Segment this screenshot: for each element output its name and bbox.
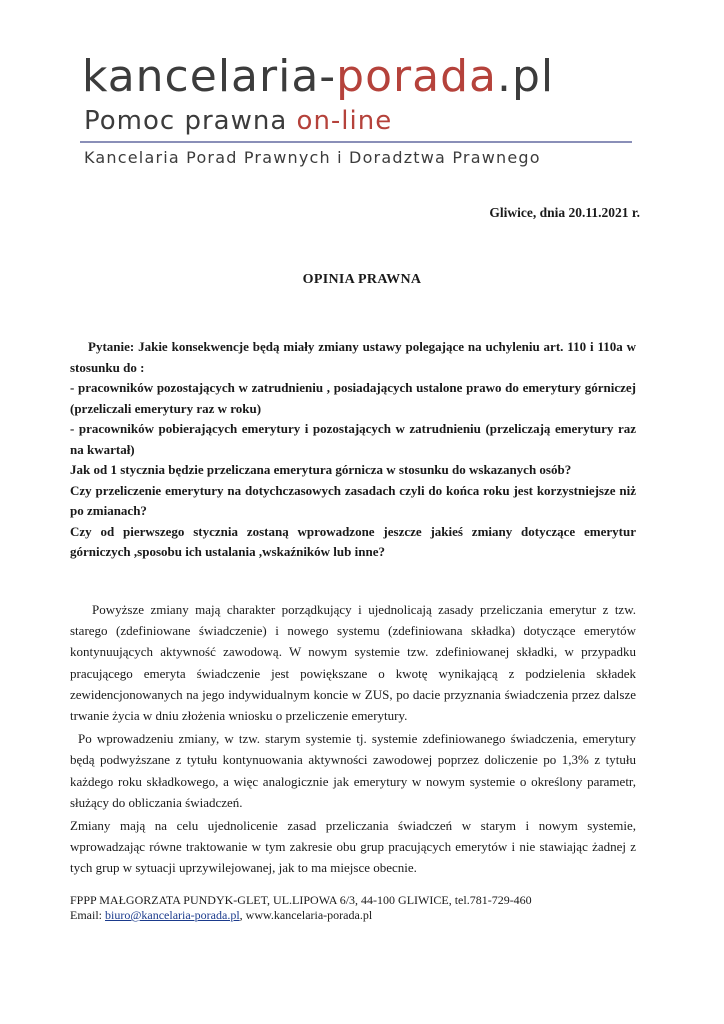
- letterhead-divider: [80, 141, 632, 143]
- footer-contact: [70, 908, 650, 923]
- document-title: OPINIA PRAWNA: [302, 272, 422, 287]
- document-date: Gliwice, dnia 20.11.2021 r.: [489, 205, 640, 220]
- footer-email-label: Email:: [70, 908, 105, 922]
- question-paragraph: Jak od 1 stycznia będzie przeliczana emerytura górnicza w stosunku do wskazanych osób?: [70, 462, 572, 477]
- question-paragraph: Czy od pierwszego stycznia zostaną wprowadzone jeszcze jakieś zmiany dotyczące emerytur górniczych ,sposobu ich ustalania ,wskaźników lub inne?: [70, 523, 636, 559]
- tagline-part1: Pomoc prawna: [84, 106, 297, 136]
- body-paragraph: Zmiany mają na celu ujednolicenie zasad przeliczania świadczeń w starym i nowym systemie, wprowadzając równe traktowanie w tym zakresie obu grup pracujących emerytów i nie stawiając żadnej z tych grup w sytuacji uprzywilejowanej, jak to ma miejsce obecnie.: [70, 818, 636, 876]
- brand-tagline: [84, 106, 392, 136]
- body-paragraph: Po wprowadzeniu zmiany, w tzw. starym systemie tj. systemie zdefiniowanego świadczenia, emerytury będą podwyższane z tytułu kontynuowania aktywności zawodowej poprzez doliczenie po 1,3% z tytułu każdego roku składkowego, a więc analogicznie jak emerytury w nowym systemie o określony parametr, służący do obliczania świadczeń.: [70, 731, 636, 810]
- tagline-part2: on-line: [296, 106, 393, 136]
- footer-address: FPPP MAŁGORZATA PUNDYK-GLET, UL.LIPOWA 6/3, 44-100 GLIWICE, tel.781-729-460: [70, 893, 532, 907]
- question-paragraph: Pytanie: Jakie konsekwencje będą miały zmiany ustawy polegające na uchyleniu art. 110 i 110a w stosunku do :: [70, 339, 636, 375]
- footer-website: www.kancelaria-porada.pl: [245, 908, 373, 922]
- footer-email-link[interactable]: biuro@kancelaria-porada.pl: [105, 908, 240, 922]
- question-paragraph: Czy przeliczenie emerytury na dotychczasowych zasadach czyli do końca roku jest korzystniejsze niż po zmianach?: [70, 482, 636, 518]
- brand-logo-part1: kancelaria-: [82, 51, 337, 102]
- opinion-body: [70, 599, 636, 881]
- brand-logo: [82, 52, 554, 102]
- body-paragraph: Powyższe zmiany mają charakter porządkujący i ujednolicają zasady przeliczania emerytur z tzw. starego (zdefiniowane świadczenie) i nowego systemu (zdefiniowana składka) dotyczące emerytów kontynuujących aktywność zawodową. W nowym systemie tzw. zdefiniowanej składki, w przypadku pracującego emeryta świadczenie jest powiększane o kwotę wynikającą z podzielenia składek zewidencjonowanych na jego indywidualnym koncie w ZUS, po dacie przyznania świadczenia przez dalsze trwanie życia w dniu złożenia wniosku o przeliczenie emerytury.: [70, 602, 636, 724]
- document-footer: [70, 893, 650, 923]
- question-paragraph: - pracowników pozostających w zatrudnieniu , posiadających ustalone prawo do emerytury górniczej (przeliczali emerytury raz w roku): [70, 380, 636, 416]
- question-paragraph: - pracowników pobierających emerytury i pozostających w zatrudnieniu (przeliczają emerytury raz na kwartał): [70, 421, 636, 457]
- question-block: [70, 337, 636, 563]
- brand-logo-part3: .pl: [496, 51, 555, 102]
- footer-separator: ,: [239, 908, 246, 922]
- brand-logo-part2: porada: [336, 51, 497, 102]
- letterhead-subline: Kancelaria Porad Prawnych i Doradztwa Prawnego: [84, 148, 541, 167]
